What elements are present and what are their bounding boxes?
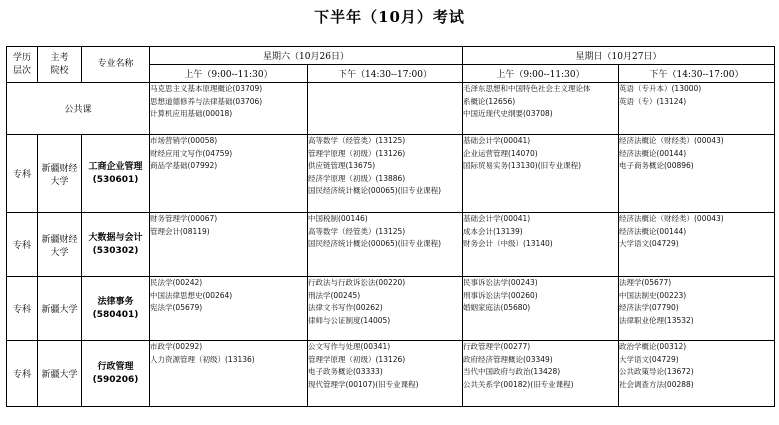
exam-school: 新疆财经 大学 <box>38 135 82 213</box>
major-name: 工商企业管理 <box>88 161 143 172</box>
course-entry: 中国法制史(00223) <box>619 290 687 300</box>
header-school: 主考 院校 <box>38 47 82 83</box>
course-entry: 经济法学(07790) <box>619 303 679 313</box>
education-level: 专科 <box>7 341 38 407</box>
course-entry: 公共政策导论(13672) <box>619 367 694 377</box>
course-entry: 马克思主义基本原理概论(03709) <box>150 84 263 93</box>
education-level: 专科 <box>7 213 38 277</box>
course-entry: 电子政务概论(03333) <box>308 367 383 377</box>
course-cell-d2pm <box>619 277 775 341</box>
course-entry: 中国近现代史纲要(03708) <box>463 109 553 119</box>
course-entry: 管理会计(08119) <box>150 226 210 236</box>
course-entry: 社会调查方法(00288) <box>619 379 694 389</box>
header-sun-pm: 下午（14:30--17:00） <box>619 65 775 83</box>
course-entry: 中国法律思想史(00264) <box>150 290 233 300</box>
course-entry: 当代中国政府与政治(13428) <box>463 367 561 377</box>
course-cell-d2am <box>463 341 619 407</box>
page-title: 下半年（10月）考试 <box>314 8 465 26</box>
course-cell-d2am <box>463 213 619 277</box>
course-entry: 基础会计学(00041) <box>463 136 531 145</box>
course-cell-d1pm <box>308 277 463 341</box>
course-cell-d1pm <box>308 213 463 277</box>
course-entry: 法理学(05677) <box>619 278 672 287</box>
course-entry: 电子商务概论(00896) <box>619 161 694 171</box>
course-cell-d2pm <box>619 213 775 277</box>
header-day-sunday: 星期日（10月27日） <box>463 47 775 65</box>
major-row <box>7 341 775 407</box>
course-entry: 刑法学(00245) <box>308 290 361 300</box>
header-day-saturday: 星期六（10月26日） <box>150 47 463 65</box>
course-entry: 英语（专）(13124) <box>619 96 687 106</box>
course-cell-d2pm <box>619 135 775 213</box>
course-entry: 经济学原理（初级）(13886) <box>308 173 406 183</box>
major-cell <box>82 277 150 341</box>
major-cell <box>82 341 150 407</box>
major-code: (580401) <box>92 309 139 320</box>
exam-school: 新疆大学 <box>38 277 82 341</box>
course-entry: 高等数学（经管类）(13125) <box>308 136 406 145</box>
course-entry: 财经应用文写作(04759) <box>150 148 233 158</box>
course-entry: 律师与公证制度(14005) <box>308 315 391 325</box>
course-cell-d1pm <box>308 135 463 213</box>
course-entry: 英语（专升本）(13000) <box>619 84 702 93</box>
course-cell-d2am <box>463 277 619 341</box>
header-sat-pm: 下午（14:30--17:00） <box>308 65 463 83</box>
course-cell-d1am <box>150 277 308 341</box>
course-entry: 企业运营管理(14070) <box>463 148 538 158</box>
course-entry: 管理学原理（初级）(13126) <box>308 148 406 158</box>
public-sat-pm <box>308 83 463 135</box>
course-entry: 法律文书写作(00262) <box>308 303 383 313</box>
major-code: (590206) <box>92 374 139 385</box>
course-entry: 政府经济管理概论(03349) <box>463 354 553 364</box>
major-row <box>7 135 775 213</box>
course-entry: 管理学原理（初级）(13126) <box>308 354 406 364</box>
course-entry: 大学语文(04729) <box>619 239 679 249</box>
course-entry: 宪法学(05679) <box>150 303 203 313</box>
course-cell-d1am <box>150 213 308 277</box>
course-entry: 市政学(00292) <box>150 342 203 351</box>
public-sat-am <box>150 83 308 135</box>
course-cell-d2pm <box>619 341 775 407</box>
course-entry: 经济法概论（财经类）(00043) <box>619 136 724 145</box>
header-major: 专业名称 <box>82 47 150 83</box>
course-entry: 思想道德修养与法律基础(03706) <box>150 96 263 106</box>
course-entry: 婚姻家庭法(05680) <box>463 303 531 313</box>
major-name: 法律事务 <box>97 296 134 307</box>
course-entry: 民法学(00242) <box>150 278 203 287</box>
course-entry: 商品学基础(07992) <box>150 161 218 171</box>
course-entry: 市场营销学(00058) <box>150 136 218 145</box>
course-entry: 财务会计（中级）(13140) <box>463 239 553 249</box>
course-entry: 经济法概论（财经类）(00043) <box>619 214 724 223</box>
major-row <box>7 277 775 341</box>
course-entry: 公共关系学(00182)(旧专业课程) <box>463 379 574 389</box>
major-code: (530302) <box>92 245 139 256</box>
major-code: (530601) <box>92 174 139 185</box>
course-entry: 国际贸易实务(13130)(旧专业课程) <box>463 161 582 171</box>
course-entry: 国民经济统计概论(00065)(旧专业课程) <box>308 186 442 196</box>
exam-school: 新疆大学 <box>38 341 82 407</box>
header-row-days <box>7 47 775 65</box>
course-entry: 公文写作与处理(00341) <box>308 342 391 351</box>
course-entry: 计算机应用基础(00018) <box>150 109 233 119</box>
public-course-label: 公共课 <box>7 83 150 135</box>
exam-school: 新疆财经 大学 <box>38 213 82 277</box>
course-entry: 成本会计(13139) <box>463 226 523 236</box>
course-entry: 基础会计学(00041) <box>463 214 531 223</box>
course-entry: 高等数学（经管类）(13125) <box>308 226 406 236</box>
course-cell-d1am <box>150 341 308 407</box>
major-cell <box>82 135 150 213</box>
course-entry: 毛泽东思想和中国特色社会主义理论体 <box>463 84 591 93</box>
course-cell-d1am <box>150 135 308 213</box>
course-entry: 行政法与行政诉讼法(00220) <box>308 278 406 287</box>
course-entry: 国民经济统计概论(00065)(旧专业课程) <box>308 239 442 249</box>
course-entry: 供应链管理(13675) <box>308 161 376 171</box>
major-row <box>7 213 775 277</box>
course-cell-d2am <box>463 135 619 213</box>
education-level: 专科 <box>7 135 38 213</box>
course-entry: 现代管理学(00107)(旧专业课程) <box>308 379 419 389</box>
header-sat-am: 上午（9:00--11:30） <box>150 65 308 83</box>
course-cell-d1pm <box>308 341 463 407</box>
header-sun-am: 上午（9:00--11:30） <box>463 65 619 83</box>
education-level: 专科 <box>7 277 38 341</box>
public-course-row <box>7 83 775 135</box>
course-entry: 大学语文(04729) <box>619 354 679 364</box>
header-level: 学历 层次 <box>7 47 38 83</box>
course-entry: 财务管理学(00067) <box>150 214 218 223</box>
course-entry: 中国税制(00146) <box>308 214 368 223</box>
public-sun-pm <box>619 83 775 135</box>
course-entry: 经济法概论(00144) <box>619 226 687 236</box>
exam-schedule-table <box>6 46 775 407</box>
course-entry: 行政管理学(00277) <box>463 342 531 351</box>
course-entry: 经济法概论(00144) <box>619 148 687 158</box>
course-entry: 法律职业伦理(13532) <box>619 315 694 325</box>
major-cell <box>82 213 150 277</box>
public-sun-am <box>463 83 619 135</box>
course-entry: 系概论(12656) <box>463 96 516 106</box>
course-entry: 人力资源管理（初级）(13136) <box>150 354 255 364</box>
course-entry: 民事诉讼法学(00243) <box>463 278 538 287</box>
course-entry: 刑事诉讼法学(00260) <box>463 290 538 300</box>
major-name: 行政管理 <box>97 361 134 372</box>
course-entry: 政治学概论(00312) <box>619 342 687 351</box>
major-name: 大数据与会计 <box>88 232 143 243</box>
